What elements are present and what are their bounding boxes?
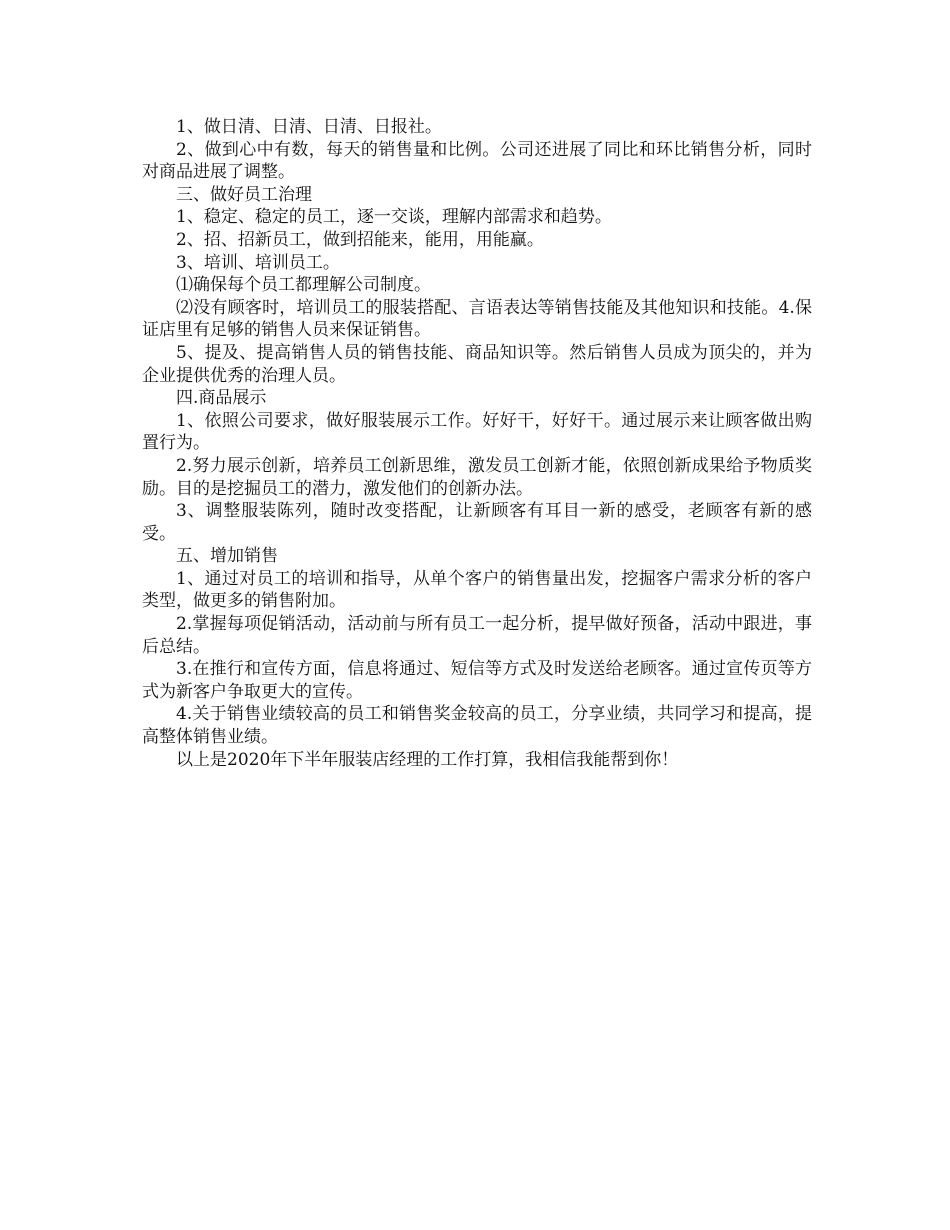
paragraph-stabilize-staff: 1、稳定、稳定的员工，逐一交谈，理解内部需求和趋势。 <box>176 207 612 228</box>
paragraph-daily-clearance: 1、做日清、日清、日清、日报社。 <box>176 117 442 137</box>
section-heading-increase-sales: 五、增加销售 <box>176 546 278 567</box>
paragraph-share-performance: 4.关于销售业绩较高的员工和销售奖金较高的员工，分享业绩，共同学习和提高，提高整体销售业绩。 <box>142 704 812 748</box>
paragraph-display-work: 1、依照公司要求，做好服装展示工作。好好干，好好干。通过展示来让顾客做出购置行为。 <box>142 410 812 454</box>
paragraph-adjust-display: 3、调整服装陈列，随时改变搭配，让新顾客有耳目一新的感受，老顾客有新的感受。 <box>142 501 812 544</box>
paragraph-company-policy: ⑴确保每个员工都理解公司制度。 <box>176 275 431 296</box>
section-heading-product-display: 四.商品展示 <box>176 388 267 409</box>
section-heading-staff-management: 三、做好员工治理 <box>176 184 312 205</box>
paragraph-staff-guidance: 1、通过对员工的培训和指导，从单个客户的销售量出发，挖掘客户需求分析的客户类型，做更多的销售附加。 <box>142 568 812 612</box>
paragraph-promotions: 2.掌握每项促销活动，活动前与所有员工一起分析，提早做好预备，活动中跟进，事后总结。 <box>142 614 812 657</box>
paragraph-conclusion: 以上是2020年下半年服装店经理的工作打算，我相信我能帮到你！ <box>176 749 679 770</box>
paragraph-display-innovation: 2.努力展示创新，培养员工创新思维，激发员工创新才能，依照创新成果给予物质奖励。目的是挖掘员工的潜力，激发他们的创新办法。 <box>142 455 812 499</box>
paragraph-skills-training: ⑵没有顾客时，培训员工的服装搭配、言语表达等销售技能及其他知识和技能。4.保证店里有足够的销售人员来保证销售。 <box>142 297 812 341</box>
document-page <box>142 116 812 771</box>
paragraph-sales-analysis: 2、做到心中有数，每天的销售量和比例。公司还进展了同比和环比销售分析，同时对商品进展了调整。 <box>142 139 812 183</box>
paragraph-train-staff: 3、培训、培训员工。 <box>176 252 340 273</box>
paragraph-recruit-staff: 2、招、招新员工，做到招能来，能用，用能赢。 <box>176 229 544 250</box>
paragraph-publicity: 3.在推行和宣传方面，信息将通过、短信等方式及时发送给老顾客。通过宣传页等方式为新客户争取更大的宣传。 <box>142 659 812 702</box>
paragraph-improve-sales-skills: 5、提及、提高销售人员的销售技能、商品知识等。然后销售人员成为顶尖的，并为企业提供优秀的治理人员。 <box>142 342 812 386</box>
